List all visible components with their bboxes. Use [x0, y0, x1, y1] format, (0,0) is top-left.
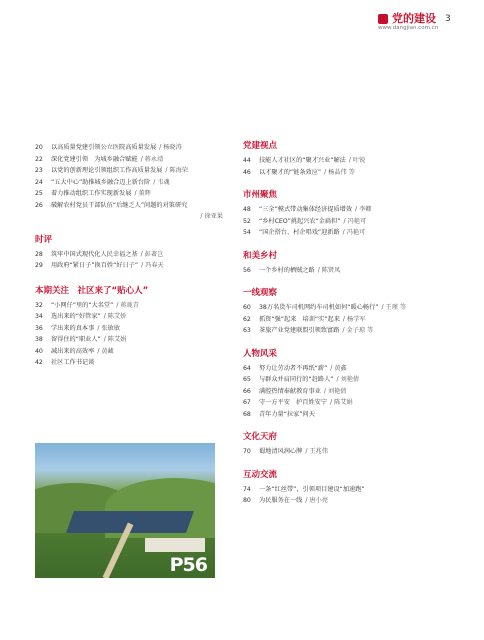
toc-entry[interactable]: [243, 205, 463, 217]
entry-author: / 黄藏: [97, 347, 114, 355]
entry-page-number: 29: [35, 262, 43, 269]
entry-page-number: 66: [243, 387, 251, 395]
entry-title: 努力让劳动者不再纸“薪”: [259, 364, 328, 372]
section-heading-wenhua: 文化天府: [243, 432, 278, 442]
section-heading-shiping: 时评: [35, 234, 53, 245]
entry-page-number: 48: [243, 206, 251, 213]
entry-page-number: 70: [243, 448, 251, 455]
toc-entry[interactable]: [243, 156, 463, 168]
entry-title: “小网仔”里的“大名堂”: [51, 301, 114, 309]
toc-entry[interactable]: [243, 266, 463, 278]
toc-entry[interactable]: [35, 324, 235, 336]
page-number: 3: [445, 14, 451, 24]
entry-author: / 杨晶伟 等: [324, 168, 355, 176]
entry-title: 破解农村党员干部队伍“后继乏人”问题的对策研究: [51, 201, 188, 209]
entry-author: / 冯春天: [141, 262, 164, 269]
entry-title: 一条“红丝带”，引领项目建设“加速跑”: [259, 485, 365, 493]
toc-entry[interactable]: [243, 217, 463, 229]
toc-entry[interactable]: [243, 326, 463, 338]
entry-page-number: 65: [243, 376, 251, 383]
entry-author: / 唐小亮: [305, 497, 328, 504]
toc-entry[interactable]: [35, 143, 235, 155]
entry-title: “国企搭台、村企唱戏”迎新路: [259, 229, 340, 236]
entry-author: / 刘艳倩: [323, 387, 347, 395]
entry-title: “三全”模式带动集体经济提质增效: [259, 206, 353, 213]
entry-title: 留得住的“职业人”: [51, 336, 101, 343]
section-heading-hudong: 互动交流: [243, 469, 278, 480]
entry-title: 以高质量党建引领公立医院高质量发展: [51, 144, 157, 151]
entry-title: 筑牢中国式现代化人民幸福之基: [51, 250, 138, 258]
entry-page-number: 26: [35, 201, 43, 209]
entry-title: 选出来的“好管家”: [51, 313, 101, 320]
entry-page-number: 23: [35, 167, 43, 174]
toc-entry[interactable]: [243, 168, 463, 180]
entry-page-number: 32: [35, 301, 43, 309]
entry-author: / 冯艳可: [343, 217, 367, 225]
entry-title: 一个乡村的栖贼之路: [259, 266, 315, 274]
toc-entry[interactable]: [243, 398, 463, 410]
entry-page-number: 64: [243, 364, 251, 372]
toc-entry[interactable]: [243, 410, 463, 422]
toc-left-column: [35, 143, 235, 370]
entry-title: 蜀地清风润心脾: [259, 448, 303, 455]
entry-title: 抓资“强”起来 培训“实”起来: [259, 315, 340, 323]
entry-page-number: 68: [243, 410, 251, 418]
entry-author: / 李卿: [355, 206, 372, 213]
toc-entry[interactable]: [243, 375, 463, 387]
party-emblem-icon: [378, 14, 388, 24]
toc-entry[interactable]: [35, 166, 235, 178]
entry-author: / 陈艾娇: [103, 313, 127, 320]
entry-title: 满腔热情奉献教育事业: [259, 387, 321, 395]
toc-entry[interactable]: [35, 250, 235, 262]
entry-author: / 王瑾 等: [381, 304, 407, 311]
entry-author: / 陈贤凤: [317, 266, 341, 274]
entry-title: 与群众并肩同行的“赶路人”: [259, 376, 334, 383]
toc-entry[interactable]: [35, 301, 235, 313]
toc-entry[interactable]: [35, 261, 235, 273]
entry-author: / 徐亚果: [200, 213, 223, 220]
entry-title: “五大中心”助推城乡融合迈上新台阶: [51, 178, 151, 186]
entry-page-number: 28: [35, 250, 43, 258]
entry-author: / 蒋永靖: [140, 155, 164, 163]
entry-title: 茶旅产业党建联盟引领致富路: [259, 327, 340, 334]
entry-page-number: 60: [243, 304, 251, 311]
photo-houses: [145, 538, 205, 552]
toc-entry[interactable]: [35, 358, 235, 370]
entry-page-number: 40: [35, 347, 43, 355]
entry-author: / 董辉: [134, 190, 151, 197]
entry-page-number: 34: [35, 313, 43, 320]
entry-title: 学出来的真本事: [51, 324, 95, 332]
entry-author: / 黄鑫: [330, 364, 347, 372]
toc-entry[interactable]: [243, 315, 463, 327]
toc-entry[interactable]: [243, 387, 463, 399]
section-heading-hemei: 和美乡村: [243, 250, 278, 261]
entry-author: / 冯艳可: [342, 229, 366, 236]
toc-entry[interactable]: [243, 485, 463, 497]
entry-title: 深化党建引领 为城乡融合赋能: [51, 155, 138, 163]
toc-entry[interactable]: [243, 303, 463, 315]
entry-page-number: 74: [243, 485, 251, 493]
toc-entry[interactable]: [35, 189, 235, 201]
entry-page-number: 22: [35, 155, 43, 163]
entry-author: / 刘艳倩: [336, 376, 360, 383]
entry-author: / 蒋珑青: [116, 301, 139, 309]
entry-title: 为民服务在一线: [259, 497, 303, 504]
entry-title: 技能人才社区的“聚才兴业”解法: [259, 157, 346, 164]
toc-entry[interactable]: [35, 178, 235, 190]
entry-page-number: 67: [243, 399, 251, 406]
toc-entry-continued: [35, 212, 235, 224]
entry-author: / 杨晓涛: [159, 144, 182, 151]
entry-author: / 叶锐: [348, 157, 366, 164]
toc-entry[interactable]: [243, 228, 463, 240]
entry-page-number: 46: [243, 168, 251, 176]
entry-author: / 韦魂: [153, 178, 170, 186]
entry-author: / 彭著岂: [140, 250, 164, 258]
section-heading-shizhou: 市州聚焦: [243, 190, 278, 200]
entry-title: 守一方平安 护百姓安宁: [259, 399, 328, 406]
section-heading-dangjian: 党建视点: [243, 141, 278, 151]
entry-author: / 陈艾娟: [103, 336, 127, 343]
entry-author: / 陈艾娟: [330, 399, 353, 406]
toc-entry[interactable]: [35, 347, 235, 359]
entry-title: 38万名货车司机网约车司机如何“暖心畅行”: [259, 304, 379, 311]
photo-page-label: P56: [169, 554, 207, 576]
entry-page-number: 56: [243, 266, 251, 274]
entry-page-number: 24: [35, 178, 43, 186]
entry-title: 以党的创新理论引领组织工作高质量发展: [51, 167, 163, 174]
entry-page-number: 44: [243, 157, 251, 164]
toc-list-top: [35, 143, 235, 224]
toc-entry[interactable]: [243, 364, 463, 376]
entry-title: 着力推动组织工作实现新发展: [51, 190, 132, 197]
entry-title: 以才聚才的“链条效应”: [259, 168, 322, 176]
entry-title: 用政府“紧日子”换百姓“好日子”: [51, 262, 139, 269]
toc-entry[interactable]: [35, 155, 235, 167]
entry-page-number: 20: [35, 144, 43, 151]
entry-author: / 王兆伟: [305, 448, 328, 455]
logo-url: www.dangjian.com.cn: [378, 25, 439, 31]
entry-page-number: 62: [243, 315, 251, 323]
entry-author: / 陈海荣: [165, 167, 188, 174]
entry-page-number: 80: [243, 497, 251, 504]
entry-title: 减出来的高效率: [51, 347, 95, 355]
toc-entry[interactable]: [243, 447, 463, 459]
entry-page-number: 63: [243, 327, 251, 334]
entry-page-number: 25: [35, 190, 43, 197]
entry-page-number: 36: [35, 324, 43, 332]
toc-entry[interactable]: [35, 201, 235, 213]
section-heading-benqi: 本期关注 社区来了“贴心人”: [35, 285, 149, 296]
toc-entry[interactable]: [35, 335, 235, 347]
entry-page-number: 38: [35, 336, 43, 343]
entry-title: 社区工作书记谈: [51, 359, 95, 366]
logo-text: 党的建设: [392, 12, 436, 25]
feature-photo[interactable]: [35, 443, 215, 578]
entry-page-number: 54: [243, 229, 251, 236]
entry-author: / 金子琼 等: [342, 327, 374, 334]
entry-author: / 杨学军: [342, 315, 366, 323]
toc-entry[interactable]: [243, 496, 463, 508]
entry-author: / 张敏敏: [97, 324, 120, 332]
toc-right-column: [243, 140, 463, 508]
entry-title: 青年力量“拉家”问天: [259, 410, 315, 418]
entry-page-number: 42: [35, 359, 43, 366]
toc-entry[interactable]: [35, 312, 235, 324]
magazine-logo: [378, 10, 439, 36]
section-heading-renwu: 人物风采: [243, 348, 278, 359]
entry-page-number: 52: [243, 217, 251, 225]
section-heading-yixian: 一线观察: [243, 288, 278, 298]
entry-title: “乡村CEO”挑起兴农“金扁担”: [259, 217, 341, 225]
